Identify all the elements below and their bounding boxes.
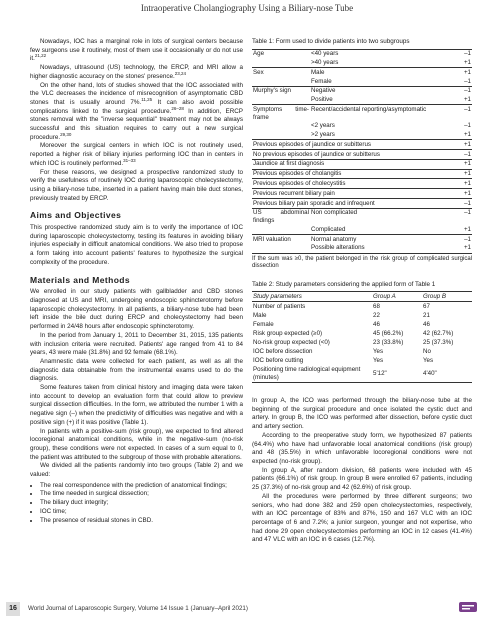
table-cell: –1 <box>460 49 472 58</box>
table-row <box>252 208 472 225</box>
table-row <box>252 302 472 311</box>
table-cell: MRI valuation <box>252 234 310 243</box>
table-row <box>252 234 472 243</box>
table-cell: 25 (37.3%) <box>423 338 454 346</box>
table-cell: 45 (66.2%) <box>373 329 404 337</box>
table-row <box>252 365 472 382</box>
table-cell <box>252 225 310 234</box>
paragraph: According to the preoperative study form, we hypothesized 87 patients (64.4%) who have had unfavorable local anatomical conditions (risk group) and 48 (35.5%) in which unfavorable locoregional conditions were not expected (no-risk group). <box>252 431 472 465</box>
table-row <box>252 356 472 365</box>
table-row <box>252 131 472 140</box>
table-header: Study parameters <box>252 292 372 302</box>
table-cell: Male <box>310 68 460 77</box>
table-cell: –1 <box>460 234 472 243</box>
table-cell: Number of patients <box>253 302 306 310</box>
table-cell: Previous episodes of cholecystitis <box>252 179 460 189</box>
table-cell: –1 <box>460 208 472 225</box>
paragraph: Some features taken from clinical history and imaging data were taken into account to develop an evaluation form that could allow to preview surgical dissection difficulties. In the form, we attributed the number 1 with a negative sign (–) when the predictivity of difficulties was negative and with a positive sign (+) if it was positive (Table 1). <box>30 384 243 426</box>
table-row <box>252 329 472 338</box>
table-cell: +1 <box>460 179 472 189</box>
journal-footer: World Journal of Laparoscopic Surgery, Volume 14 Issue 1 (January–April 2021) <box>28 605 248 612</box>
list-item: • The time needed in surgical dissection; <box>40 490 243 499</box>
page-number: 16 <box>6 602 20 616</box>
section-heading-methods: Materials and Methods <box>30 274 131 285</box>
table1 <box>252 49 472 254</box>
paragraph: In group A, the ICO was performed through the biliary-nose tube at the beginning of the surgical procedure and once isolated the cystic duct and artery. In group B, the ICO was performed after dissection, before cystic duct and artery section. <box>252 397 472 431</box>
table-cell: Symptoms time-frame <box>253 105 309 121</box>
table-cell: +1 <box>463 59 471 67</box>
paragraph: For these reasons, we designed a prospective randomized study to verify the usefulness of routinely IOC during laparoscopic cholecystectomy, using a biliary-nose tube, inserted in a patient having main bile duct stones, previously treated by ERCP. <box>30 168 243 202</box>
list-item: • IOC time; <box>40 508 243 517</box>
table-cell: Positive <box>311 96 333 104</box>
right-column <box>252 38 472 545</box>
table-cell: –1 <box>464 77 471 85</box>
table-cell: +1 <box>460 244 472 253</box>
table-cell: –1 <box>460 105 472 122</box>
table-cell: No-risk group expected (<0) <box>253 338 330 346</box>
table1-caption: Table 1: Form used to divide patients into two subgroups <box>252 38 410 45</box>
paragraph: All the procedures were performed by three different surgeons; two seniors, who had done 382 and 259 open cholecystectomies, respectively, with an IOC percentage of 83% and 87%, 150 and 167 VLC with an IOC percentage of 6 and 7.2%; a junior surgeon, younger and not expertise, who had done 29 open cholecystectomies performing an IOC in 12 cases (41.4%) and 47 VLC with an IOC in 6 cases (12.7%). <box>252 492 472 544</box>
table2-caption: Table 2: Study parameters considering the applied form of Table 1 <box>252 280 436 288</box>
table-cell: 67 <box>423 302 430 310</box>
publisher-logo-icon <box>458 600 478 614</box>
table-cell: IOC before dissection <box>253 347 313 355</box>
table-cell: <40 years <box>310 49 460 58</box>
table-cell: Previous recurrent biliary pain <box>252 189 460 199</box>
table-cell: Previous biliary pain sporadic and infrequent <box>252 199 460 209</box>
table-cell: Negative <box>310 86 460 95</box>
table-row <box>252 96 472 105</box>
table-row <box>252 179 472 189</box>
table-row <box>252 311 472 320</box>
table-cell: <2 years <box>311 122 335 130</box>
table-row <box>252 68 472 77</box>
table-cell: Positioning time radiological equipment (minutes) <box>252 365 372 382</box>
table-cell: Previous episodes of jaundice or subitterus <box>252 140 460 150</box>
table-cell: Female <box>253 320 274 328</box>
table-cell: Yes <box>373 347 384 355</box>
table-cell: Sex <box>252 68 310 77</box>
list-item: • The presence of residual stones in CBD. <box>40 517 243 526</box>
table2 <box>252 291 472 383</box>
table-header: Group A <box>372 292 422 302</box>
table-cell: –1 <box>464 122 471 130</box>
table-cell: Non complicated <box>310 208 460 225</box>
table-row <box>252 244 472 253</box>
paragraph: In group A, after random division, 68 patients were included with 45 patients (66.1%) of risk group. In group B were enrolled 67 patients, including 25 (37.3%) of no-risk group and 42 (62.6%) of risk group. <box>252 466 472 492</box>
table-cell: US abdominal findings <box>253 209 309 224</box>
table-cell <box>252 58 310 67</box>
table-cell: +1 <box>460 169 472 179</box>
table-cell: Age <box>252 49 310 58</box>
table-cell: 42 (62.7%) <box>423 329 454 337</box>
left-column <box>30 38 243 525</box>
table-row <box>252 122 472 131</box>
table-row <box>252 150 472 160</box>
paragraph: Nowadays, IOC has a marginal role in lots of surgical centers because few surgeons use it routinely, most of them use it occasionally or do not use it.$^{21,22}$ <box>30 38 243 63</box>
paragraph: On the other hand, lots of studies showed that the IOC associated with the VLC decreases the incidence of misrecognition of asymptomatic CBD stones that is usually around 7%.$^{11,25}$ It can also avoid possible complications linked to the surgical procedure.$^{26-28}$ In addition, ERCP stones removal with the "inverse sequential" treatment may not be always successful and this situation requires to carry out a new surgical procedure.$^{29,30}$ <box>30 81 243 141</box>
paragraph: Anamnestic data were collected for each patient, as well as all the diagnostic data obtainable from the instrumental exams used to do the diagnosis. <box>30 357 243 383</box>
table-cell: +1 <box>460 159 472 169</box>
table-cell: –1 <box>460 86 472 95</box>
table-cell: 21 <box>423 311 430 319</box>
list-item: • The biliary duct integrity; <box>40 499 243 508</box>
table-cell: Yes <box>423 356 434 364</box>
table-row <box>252 77 472 86</box>
table-cell: 5'12" <box>372 365 422 382</box>
table-row <box>252 49 472 58</box>
table1-note: If the sum was ≥0, the patient belonged in the risk group of complicated surgical dissection <box>252 255 472 270</box>
table-cell <box>252 77 310 86</box>
table-cell <box>252 96 310 105</box>
table-cell: +1 <box>463 96 471 104</box>
table-cell: 22 <box>373 311 380 319</box>
table-cell: +1 <box>460 189 472 199</box>
table-cell: Possible alterations <box>310 244 460 253</box>
table-cell: Yes <box>373 356 384 364</box>
paragraph: Moreover the surgical centers in which IOC is not routinely used, reported a higher risk of biliary injuries performing IOC than in centers in which IOC is routinely performed.$^{31-33}$ <box>30 142 243 167</box>
table-row <box>252 105 472 122</box>
table-cell: Female <box>311 77 332 85</box>
paragraph: In the period from January 1, 2011 to December 31, 2015, 135 patients with inclusion criteria were recruited. Patients' age ranged from 41 to 84 years, 43 were male (31.8%) and 92 female (68.1%). <box>30 331 243 357</box>
table-cell: No <box>423 347 431 355</box>
table-cell: +1 <box>463 131 471 139</box>
paragraph: This prospective randomized study aim is to verify the importance of IOC during laparoscopic cholecystectomy, testing its features in avoiding biliary injuries especially in difficult anatomical conditions. We also tried to propose a form taking into account patients' features to hypothesize the surgical complexity of the procedure. <box>30 224 243 266</box>
table-row <box>252 347 472 356</box>
table-cell: 23 (33.8%) <box>373 338 404 346</box>
table-row <box>252 159 472 169</box>
table-cell: 46 <box>423 320 430 328</box>
table-header: Group B <box>422 292 472 302</box>
paragraph: We enrolled in our study patients with gallbladder and CBD stones diagnosed at US and MRI, undergoing endoscopic sphincterotomy before laparoscopic cholecystectomy. In all patients, a biliary-nose tube had been left inside the bile duct during ERCP and cholecystectomy had been performed in 24/48 hours after endoscopic sphincterotomy. <box>30 288 243 331</box>
table-cell: >40 years <box>311 59 339 67</box>
table-cell: Previous episodes of cholangitis <box>252 169 460 179</box>
paragraph: Nowadays, ultrasound (US) technology, the ERCP, and MRI allow a higher diagnostic accuracy on the stones' presence.$^{23,24}$ <box>30 64 243 80</box>
paragraph: In patients with a positive-sum (risk group), we expected to find altered locoregional anatomical conditions, while in the negative-sum (no-risk group), these conditions were not expected. In cases of a sum equal to 0, the patient was attributed to the subgroup of those with probable alterations. <box>30 427 243 461</box>
table-cell: +1 <box>460 68 472 77</box>
table-cell: +1 <box>460 140 472 150</box>
table-cell <box>252 131 310 140</box>
paragraph: We divided all the patients randomly into two groups (Table 2) and we valued: <box>30 462 243 479</box>
table-cell <box>252 244 310 253</box>
table-cell: Male <box>253 311 267 319</box>
table-row <box>252 140 472 150</box>
table-cell: No previous episodes of jaundice or subitterus <box>252 150 460 160</box>
table-row <box>252 58 472 67</box>
table-cell: Complicated <box>311 225 346 233</box>
table-row <box>252 338 472 347</box>
section-heading-aims: Aims and Objectives <box>30 210 122 221</box>
table-cell: Recent/accidental reporting/asymptomatic <box>310 105 460 122</box>
table-row <box>252 169 472 179</box>
criteria-list <box>30 482 243 526</box>
table-row <box>252 199 472 209</box>
table-cell: –1 <box>460 199 472 209</box>
table-cell: >2 years <box>311 131 335 139</box>
table-cell: Jaundice at first diagnosis <box>252 159 460 169</box>
table-cell <box>252 122 310 131</box>
list-item: • The real correspondence with the prediction of anatomical findings; <box>40 482 243 491</box>
table-cell: 68 <box>373 302 380 310</box>
table-row <box>252 189 472 199</box>
table-cell: 4'40" <box>422 365 472 382</box>
table-cell: +1 <box>463 225 471 233</box>
table-row <box>252 225 472 234</box>
table-cell: –1 <box>460 150 472 160</box>
table-cell: 46 <box>373 320 380 328</box>
running-header: Intraoperative Cholangiography Using a Biliary-nose Tube <box>140 3 354 13</box>
table-cell: Murphy's sign <box>252 86 310 95</box>
table-cell: Normal anatomy <box>310 234 460 243</box>
table-row <box>252 320 472 329</box>
table-row <box>252 86 472 95</box>
table-cell: Risk group expected (≥0) <box>253 329 323 337</box>
table-cell: IOC before cutting <box>253 356 304 364</box>
